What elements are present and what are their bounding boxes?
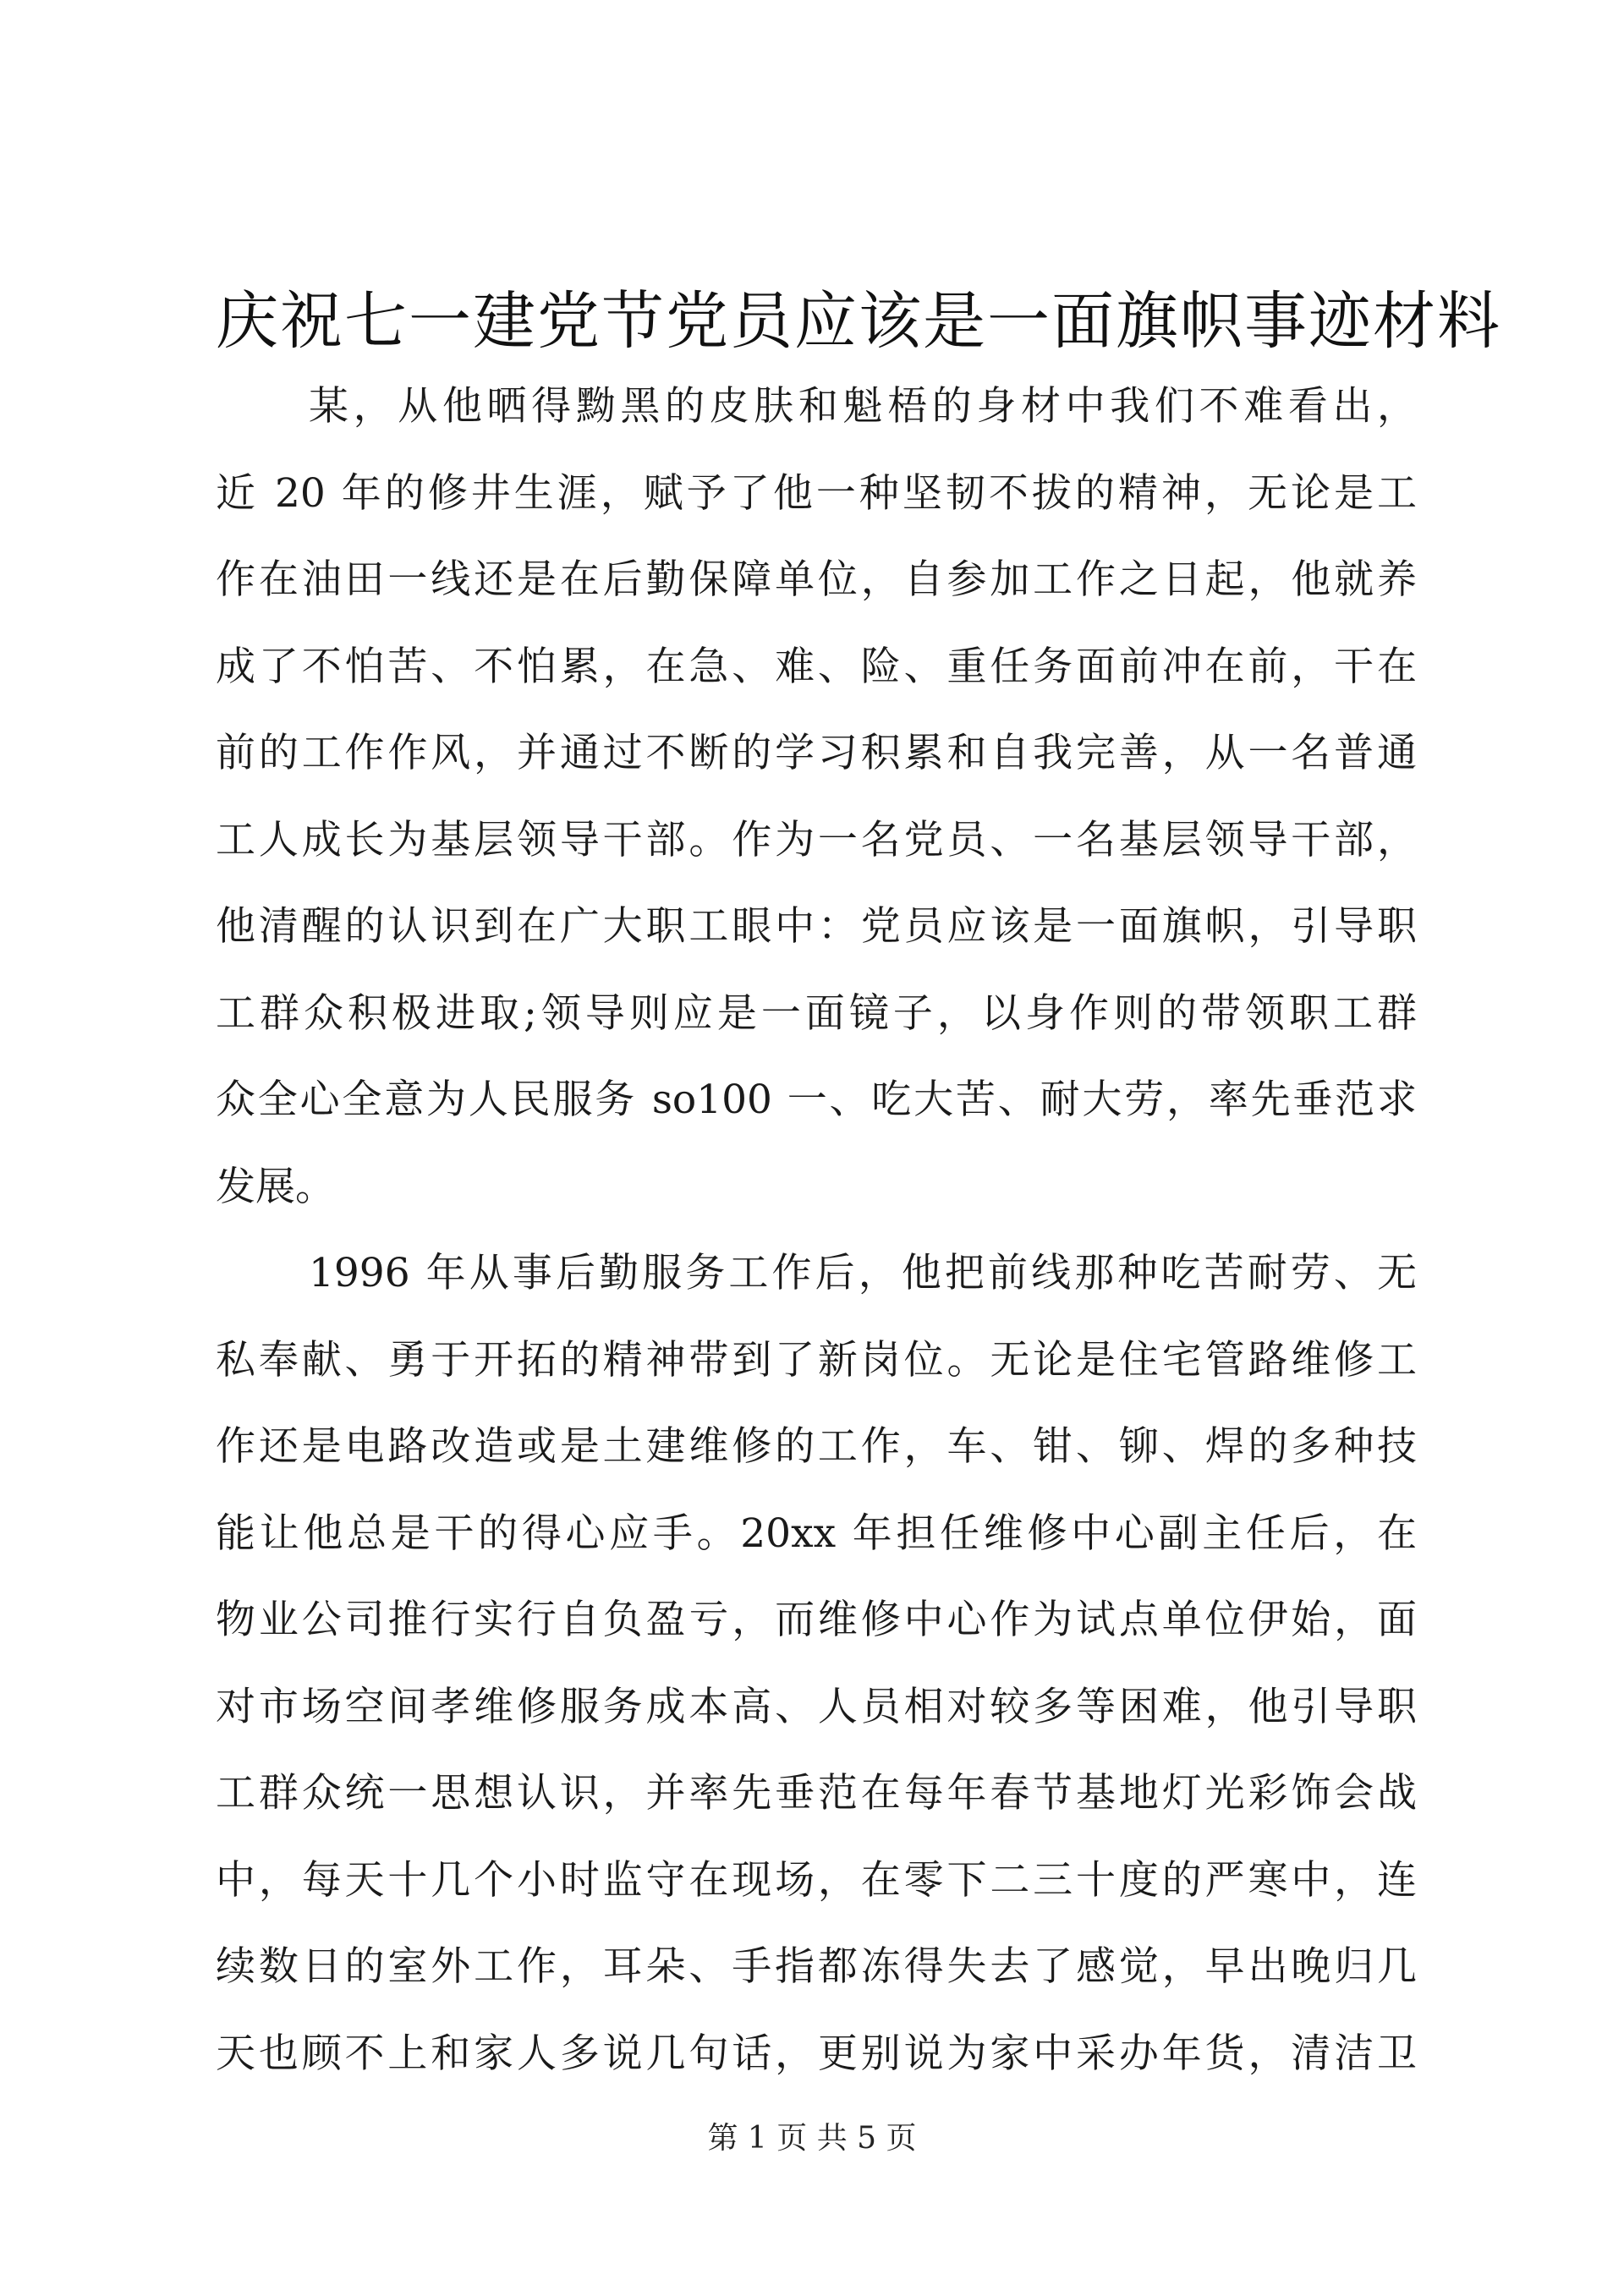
- body-line: 某，从他晒得黝黑的皮肤和魁梧的身材中我们不难看出，: [309, 383, 1417, 430]
- body-line: 中，每天十几个小时监守在现场，在零下二三十度的严寒中，连: [216, 1856, 1417, 1904]
- body-line: 天也顾不上和家人多说几句话，更别说为家中采办年货，清洁卫: [216, 2030, 1417, 2077]
- body-line: 私奉献、勇于开拓的精神带到了新岗位。无论是住宅管路维修工: [216, 1336, 1417, 1384]
- body-line: 前的工作作风，并通过不断的学习积累和自我完善，从一名普通: [216, 730, 1417, 776]
- body-line: 1996 年从事后勤服务工作后，他把前线那种吃苦耐劳、无: [309, 1250, 1417, 1296]
- body-line: 工人成长为基层领导干部。作为一名党员、一名基层领导干部，: [216, 816, 1417, 863]
- document-title: 庆祝七一建党节党员应该是一面旗帜事迹材料: [216, 285, 1501, 358]
- body-line: 对市场空间孝维修服务成本高、人员相对较多等困难，他引导职: [216, 1683, 1417, 1730]
- document-body: [216, 364, 1417, 2097]
- body-line: 作在油田一线还是在后勤保障单位，自参加工作之日起，他就养: [216, 556, 1417, 603]
- body-line: 能让他总是干的得心应手。20xx 年担任维修中心副主任后，在: [216, 1510, 1417, 1557]
- body-line: 发展。: [216, 1163, 335, 1210]
- body-line: 近 20 年的修井生涯，赋予了他一种坚韧不拔的精神，无论是工: [216, 469, 1417, 517]
- page-number: 第 1 页 共 5 页: [707, 2121, 917, 2156]
- body-line: 工群众统一思想认识，并率先垂范在每年春节基地灯光彩饰会战: [216, 1770, 1417, 1817]
- body-line: 他清醒的认识到在广大职工眼中：党员应该是一面旗帜，引导职: [216, 903, 1417, 950]
- body-line: 续数日的室外工作，耳朵、手指都冻得失去了感觉，早出晚归几: [216, 1943, 1417, 1990]
- body-line: 众全心全意为人民服务 so100 一、吃大苦、耐大劳，率先垂范求: [216, 1077, 1417, 1123]
- body-line: 成了不怕苦、不怕累，在急、难、险、重任务面前冲在前，干在: [216, 643, 1417, 690]
- body-line: 工群众积极进取;领导则应是一面镜子，以身作则的带领职工群: [216, 989, 1417, 1037]
- body-line: 物业公司推行实行自负盈亏，而维修中心作为试点单位伊始，面: [216, 1597, 1417, 1643]
- body-line: 作还是电路改造或是土建维修的工作，车、钳、铆、焊的多种技: [216, 1423, 1417, 1470]
